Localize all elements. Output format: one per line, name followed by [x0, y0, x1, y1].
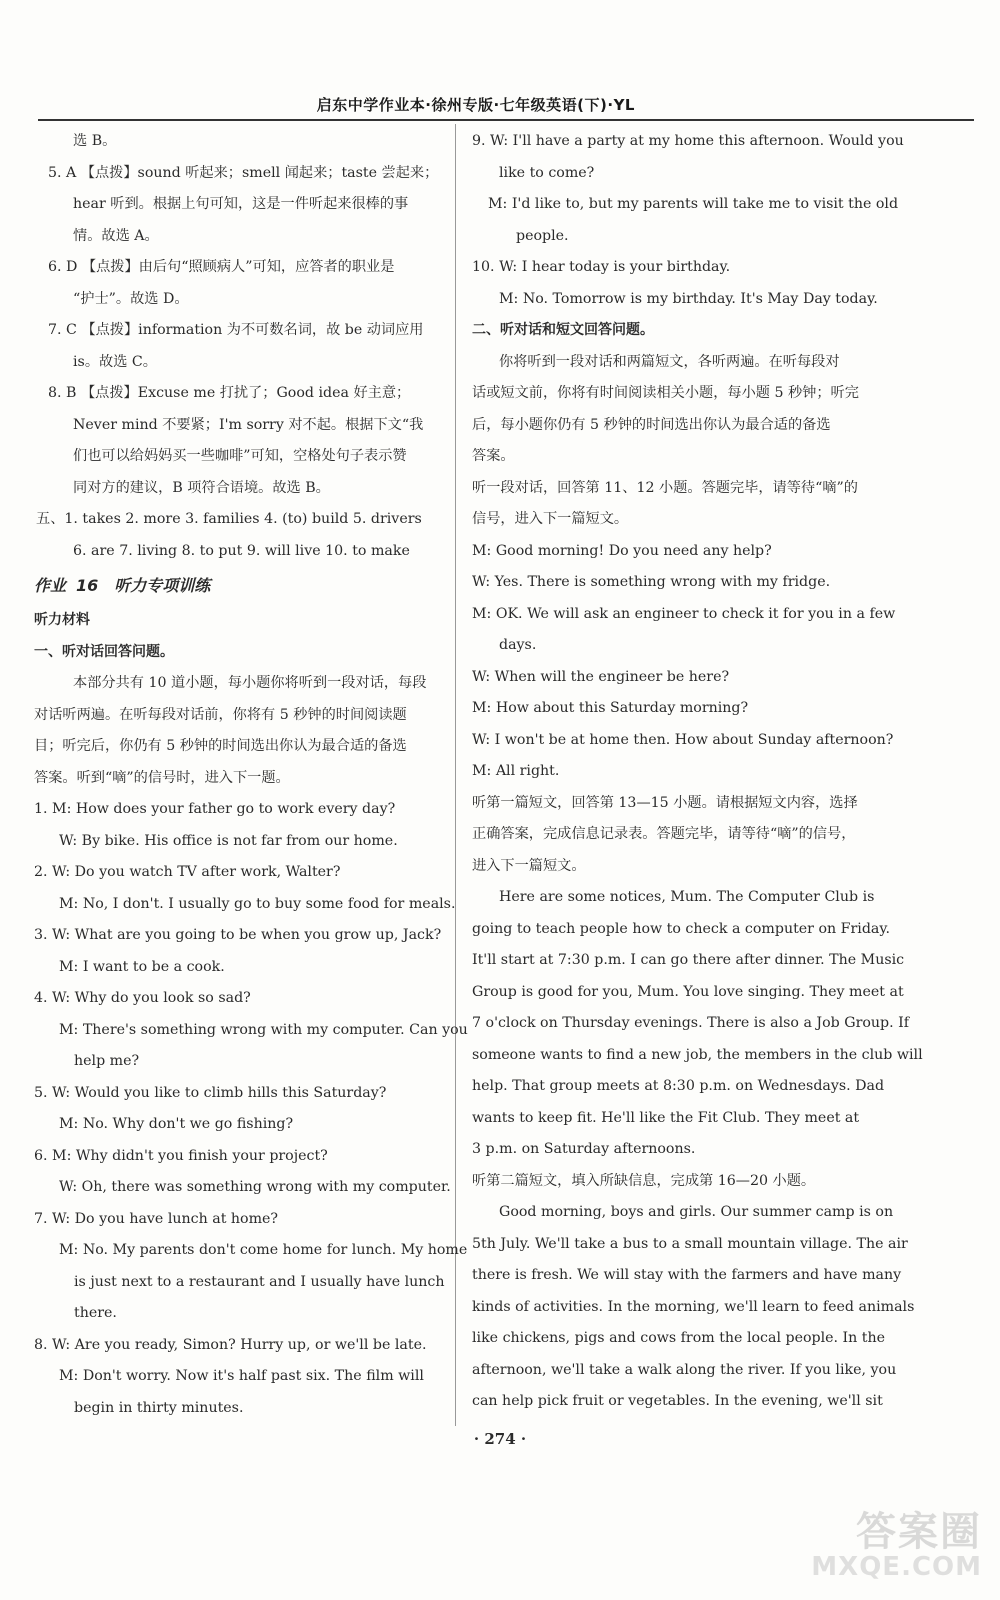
dialogue-line: M: No. My parents don't come home for lunch. My home [59, 1242, 468, 1258]
dialogue-line: 2. W: Do you watch TV after work, Walter? [34, 864, 341, 880]
dialogue-line: M: No. Tomorrow is my birthday. It's May Day today. [499, 290, 878, 307]
dialogue-line: 8. W: Are you ready, Simon? Hurry up, or we'll be late. [34, 1336, 427, 1353]
answer-text: 情。故选 A。 [73, 227, 159, 244]
dialogue-line: W: I won't be at home then. How about Sunday afternoon? [472, 731, 894, 748]
passage-text: It'll start at 7:30 p.m. I can go there after dinner. The Music [472, 952, 905, 968]
section-heading: 二、听对话和短文回答问题。 [472, 322, 654, 338]
dialogue-line: people. [516, 227, 569, 244]
instruction-text: 听第一篇短文，回答第 13—15 小题。请根据短文内容，选择 [472, 794, 858, 811]
dialogue-line: begin in thirty minutes. [74, 1399, 244, 1416]
answer-text: “护士”。故选 D。 [73, 290, 189, 307]
instruction-text: 答案。听到“嘀”的信号时，进入下一题。 [34, 769, 290, 786]
instruction-text: 话或短文前，你将有时间阅读相关小题，每小题 5 秒钟；听完 [472, 385, 859, 401]
dialogue-line: help me? [74, 1053, 140, 1069]
instruction-text: 你将听到一段对话和两篇短文，各听两遍。在听每段对 [499, 353, 840, 370]
passage-text: 3 p.m. on Saturday afternoons. [472, 1141, 696, 1157]
section-5-answers: 五、1. takes 2. more 3. families 4. (to) build 5. drivers [36, 511, 422, 527]
dialogue-line: 10. W: I hear today is your birthday. [472, 259, 731, 275]
dialogue-line: 7. W: Do you have lunch at home? [34, 1210, 279, 1227]
instruction-text: 后，每小题你仍有 5 秒钟的时间选出你认为最合适的备选 [472, 416, 831, 433]
answer-item-5: 5. A 【点拨】sound 听起来；smell 闻起来；taste 尝起来； [48, 164, 439, 181]
dialogue-line: M: No, I don't. I usually go to buy some food for meals. [59, 895, 456, 912]
watermark-text: 答案圈 [856, 1509, 982, 1555]
passage-text: there is fresh. We will stay with the farmers and have many [472, 1267, 902, 1283]
dialogue-line: W: Yes. There is something wrong with my fridge. [472, 574, 831, 590]
passage-text: 7 o'clock on Thursday evenings. There is also a Job Group. If [472, 1015, 909, 1031]
dialogue-line: W: By bike. His office is not far from our home. [59, 832, 398, 849]
listening-material-label: 听力材料 [34, 612, 90, 628]
right-column [472, 126, 923, 1418]
dialogue-line: M: OK. We will ask an engineer to check it for you in a few [472, 605, 896, 622]
passage-text: going to teach people how to check a computer on Friday. [472, 920, 891, 937]
dialogue-line: 1. M: How does your father go to work every day? [34, 801, 396, 817]
homework-prefix: 作业 [34, 576, 67, 595]
instruction-text: 进入下一篇短文。 [472, 857, 586, 874]
answer-item-6: 6. D 【点拨】由后句“照顾病人”可知，应答者的职业是 [48, 259, 395, 275]
dialogue-line: like to come? [499, 164, 595, 181]
dialogue-line: 9. W: I'll have a party at my home this afternoon. Would you [472, 133, 904, 149]
homework-title: 听力专项训练 [114, 576, 211, 595]
answer-text: is。故选 C。 [73, 353, 157, 370]
homework-heading [34, 567, 440, 605]
left-column [34, 126, 468, 1424]
answer-text: 同对方的建议，B 项符合语境。故选 B。 [73, 479, 330, 496]
dialogue-line: 5. W: Would you like to climb hills this Saturday? [34, 1084, 387, 1101]
dialogue-line: 6. M: Why didn't you finish your project? [34, 1147, 328, 1164]
passage-text: 5th July. We'll take a bus to a small mountain village. The air [472, 1235, 908, 1252]
dialogue-line: W: Oh, there was something wrong with my computer. [59, 1179, 451, 1195]
instruction-text: 本部分共有 10 道小题，每小题你将听到一段对话，每段 [73, 675, 427, 691]
answer-text: Never mind 不要紧；I'm sorry 对不起。根据下文“我 [73, 416, 424, 433]
instruction-text: 对话听两遍。在听每段对话前，你将有 5 秒钟的时间阅读题 [34, 706, 407, 723]
answer-text: 选 B。 [73, 133, 117, 149]
passage-text: Here are some notices, Mum. The Computer Club is [499, 889, 875, 905]
dialogue-line: M: No. Why don't we go fishing? [59, 1116, 294, 1132]
passage-text: wants to keep fit. He'll like the Fit Club. They meet at [472, 1109, 860, 1126]
passage-text: Good morning, boys and girls. Our summer camp is on [499, 1204, 894, 1220]
passage-text: like chickens, pigs and cows from the local people. In the [472, 1330, 886, 1346]
section-heading: 一、听对话回答问题。 [34, 643, 174, 660]
dialogue-line: M: I want to be a cook. [59, 958, 225, 975]
watermark-logo [792, 1500, 982, 1592]
instruction-text: 答案。 [472, 448, 515, 464]
page-number: · 274 · [473, 1430, 527, 1448]
answer-text: 们也可以给妈妈买一些咖啡”可知，空格处句子表示赞 [73, 448, 407, 464]
dialogue-line: M: All right. [472, 763, 560, 779]
section-5-answers: 6. are 7. living 8. to put 9. will live 10. to make [73, 542, 410, 559]
answer-item-8: 8. B 【点拨】Excuse me 打扰了；Good idea 好主意； [48, 385, 411, 401]
instruction-text: 听第二篇短文，填入所缺信息，完成第 16—20 小题。 [472, 1172, 816, 1189]
dialogue-line: 4. W: Why do you look so sad? [34, 990, 251, 1006]
dialogue-line: M: How about this Saturday morning? [472, 700, 749, 716]
instruction-text: 信号，进入下一篇短文。 [472, 511, 629, 527]
dialogue-line: M: There's something wrong with my computer. Can you [59, 1021, 468, 1038]
passage-text: can help pick fruit or vegetables. In the evening, we'll sit [472, 1393, 883, 1409]
answer-text: hear 听到。根据上句可知，这是一件听起来很棒的事 [73, 196, 409, 212]
running-header [0, 88, 1000, 118]
passage-text: kinds of activities. In the morning, we'll learn to feed animals [472, 1298, 915, 1315]
instruction-text: 目；听完后，你仍有 5 秒钟的时间选出你认为最合适的备选 [34, 738, 407, 754]
column-divider [455, 124, 456, 1426]
dialogue-line: is just next to a restaurant and I usually have lunch [74, 1273, 445, 1290]
dialogue-line: days. [499, 637, 537, 653]
instruction-text: 听一段对话，回答第 11、12 小题。答题完毕，请等待“嘀”的 [472, 479, 858, 496]
dialogue-line: M: Don't worry. Now it's half past six. The film will [59, 1368, 424, 1384]
book-title: 启东中学作业本·徐州专版·七年级英语(下)·YL [316, 96, 635, 114]
dialogue-line: 3. W: What are you going to be when you grow up, Jack? [34, 927, 442, 943]
homework-number: 16 [76, 576, 99, 595]
header-rule [38, 119, 974, 121]
passage-text: afternoon, we'll take a walk along the river. If you like, you [472, 1361, 897, 1378]
dialogue-line: W: When will the engineer be here? [472, 668, 730, 685]
dialogue-line: M: Good morning! Do you need any help? [472, 542, 772, 559]
dialogue-line: M: I'd like to, but my parents will take me to visit the old [488, 196, 899, 212]
passage-text: help. That group meets at 8:30 p.m. on Wednesdays. Dad [472, 1078, 885, 1094]
passage-text: Group is good for you, Mum. You love singing. They meet at [472, 983, 904, 1000]
passage-text: someone wants to find a new job, the members in the club will [472, 1046, 923, 1063]
instruction-text: 正确答案，完成信息记录表。答题完毕，请等待“嘀”的信号， [472, 826, 856, 842]
dialogue-line: there. [74, 1305, 117, 1321]
watermark-url: MXQE.COM [811, 1552, 982, 1582]
answer-item-7: 7. C 【点拨】information 为不可数名词，故 be 动词应用 [48, 322, 424, 338]
